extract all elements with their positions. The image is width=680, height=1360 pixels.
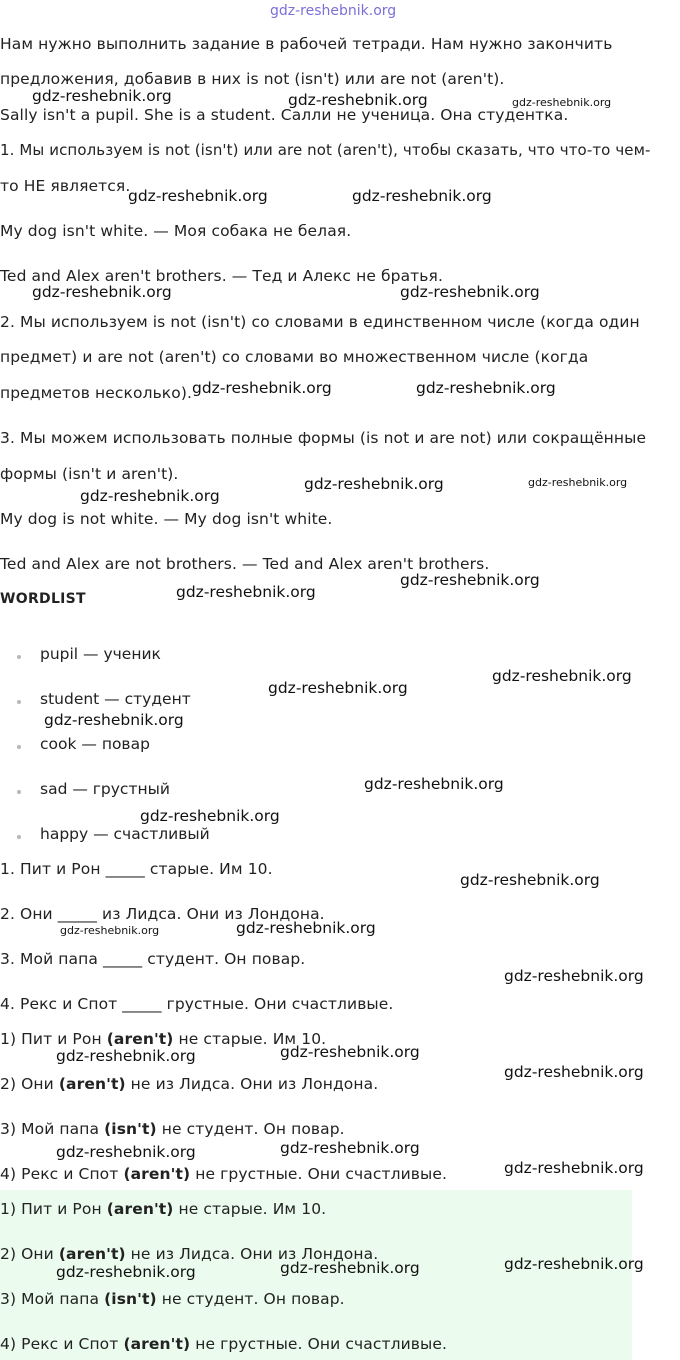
watermark: gdz-reshebnik.org <box>56 1143 196 1161</box>
answer-bold: (aren't) <box>123 1335 191 1353</box>
answer-text: не из Лидса. Они из Лондона. <box>125 1245 379 1263</box>
watermark: gdz-reshebnik.org <box>60 924 160 937</box>
answer-bold: (aren't) <box>123 1165 191 1183</box>
answer-line <box>0 1075 378 1093</box>
watermark: gdz-reshebnik.org <box>56 1263 196 1281</box>
exercise-line: 1. Пит и Рон _____ старые. Им 10. <box>0 860 273 878</box>
wordlist-item: happy — счастливый <box>40 825 210 843</box>
bullet-icon <box>17 655 21 659</box>
watermark: gdz-reshebnik.org <box>280 1259 420 1277</box>
intro-line: Нам нужно выполнить задание в рабочей тетради. Нам нужно закончить <box>0 35 613 53</box>
wordlist-item: pupil — ученик <box>40 645 161 663</box>
answer-text: 4) Рекс и Спот <box>0 1165 124 1183</box>
intro-line: 3. Мы можем использовать полные формы (is not и are not) или сокращённые <box>0 429 647 447</box>
intro-line: то НЕ является. <box>0 177 131 195</box>
answer-bold: (aren't) <box>58 1075 126 1093</box>
answer-text: 1) Пит и Рон <box>0 1200 107 1218</box>
watermark: gdz-reshebnik.org <box>128 187 268 205</box>
intro-line: формы (isn't и aren't). <box>0 465 179 483</box>
intro-line: предложения, добавив в них is not (isn't) или are not (aren't). <box>0 70 505 88</box>
answer-line <box>0 1290 345 1308</box>
answer-text: не грустные. Они счастливые. <box>190 1335 447 1353</box>
watermark: gdz-reshebnik.org <box>504 967 644 985</box>
answer-line <box>0 1335 447 1353</box>
watermark: gdz-reshebnik.org <box>504 1159 644 1177</box>
watermark: gdz-reshebnik.org <box>140 807 280 825</box>
watermark: gdz-reshebnik.org <box>268 679 408 697</box>
exercise-line: 4. Рекс и Спот _____ грустные. Они счастливые. <box>0 995 394 1013</box>
intro-line: 1. Мы используем is not (isn't) или are not (aren't), чтобы сказать, что что-то чем- <box>0 141 651 159</box>
intro-line: Sally isn't a pupil. She is a student. Салли не ученица. Она студентка. <box>0 106 569 124</box>
watermark: gdz-reshebnik.org <box>504 1063 644 1081</box>
answer-line <box>0 1200 326 1218</box>
answer-text: не старые. Им 10. <box>173 1200 327 1218</box>
exercise-line: 3. Мой папа _____ студент. Он повар. <box>0 950 306 968</box>
wordlist-heading: WORDLIST <box>0 591 86 607</box>
answer-line <box>0 1165 447 1183</box>
answer-text: не грустные. Они счастливые. <box>190 1165 447 1183</box>
intro-line: My dog is not white. — My dog isn't white. <box>0 510 333 528</box>
watermark: gdz-reshebnik.org <box>280 1139 420 1157</box>
answer-text: 3) Мой папа <box>0 1120 105 1138</box>
intro-line: Ted and Alex are not brothers. — Ted and Alex aren't brothers. <box>0 555 490 573</box>
intro-line: 2. Мы используем is not (isn't) со словами в единственном числе (когда один <box>0 313 640 331</box>
watermark: gdz-reshebnik.org <box>288 91 428 109</box>
watermark-top: gdz-reshebnik.org <box>270 3 397 19</box>
watermark: gdz-reshebnik.org <box>192 379 332 397</box>
intro-line: Ted and Alex aren't brothers. — Тед и Алекс не братья. <box>0 267 443 285</box>
answer-bold: (aren't) <box>106 1200 174 1218</box>
watermark: gdz-reshebnik.org <box>400 283 540 301</box>
bullet-icon <box>17 745 21 749</box>
exercise-line: 2. Они _____ из Лидса. Они из Лондона. <box>0 905 325 923</box>
watermark: gdz-reshebnik.org <box>416 379 556 397</box>
watermark: gdz-reshebnik.org <box>364 775 504 793</box>
answer-text: 4) Рекс и Спот <box>0 1335 124 1353</box>
answer-text: не студент. Он повар. <box>156 1290 345 1308</box>
watermark: gdz-reshebnik.org <box>352 187 492 205</box>
watermark: gdz-reshebnik.org <box>460 871 600 889</box>
watermark: gdz-reshebnik.org <box>400 571 540 589</box>
watermark: gdz-reshebnik.org <box>32 87 172 105</box>
answer-bold: (isn't) <box>104 1290 157 1308</box>
answer-text: 1) Пит и Рон <box>0 1030 107 1048</box>
answer-line <box>0 1120 345 1138</box>
watermark: gdz-reshebnik.org <box>80 487 220 505</box>
bullet-icon <box>17 835 21 839</box>
watermark: gdz-reshebnik.org <box>236 919 376 937</box>
watermark: gdz-reshebnik.org <box>44 711 184 729</box>
watermark: gdz-reshebnik.org <box>176 583 316 601</box>
watermark: gdz-reshebnik.org <box>56 1047 196 1065</box>
watermark: gdz-reshebnik.org <box>504 1255 644 1273</box>
answer-text: не старые. Им 10. <box>173 1030 327 1048</box>
intro-line: предметов несколько). <box>0 384 193 402</box>
wordlist-item: cook — повар <box>40 735 150 753</box>
answer-bold: (aren't) <box>106 1030 174 1048</box>
bullet-icon <box>17 700 21 704</box>
answer-text: не из Лидса. Они из Лондона. <box>125 1075 379 1093</box>
watermark: gdz-reshebnik.org <box>528 476 628 489</box>
answer-text: 2) Они <box>0 1245 59 1263</box>
wordlist-item: sad — грустный <box>40 780 170 798</box>
watermark: gdz-reshebnik.org <box>280 1043 420 1061</box>
answer-text: 2) Они <box>0 1075 59 1093</box>
watermark: gdz-reshebnik.org <box>492 667 632 685</box>
watermark: gdz-reshebnik.org <box>304 475 444 493</box>
watermark: gdz-reshebnik.org <box>32 283 172 301</box>
answer-text: не студент. Он повар. <box>156 1120 345 1138</box>
bullet-icon <box>17 790 21 794</box>
intro-line: предмет) и are not (aren't) со словами во множественном числе (когда <box>0 348 589 366</box>
answer-text: 3) Мой папа <box>0 1290 105 1308</box>
intro-line: My dog isn't white. — Моя собака не белая. <box>0 222 352 240</box>
wordlist-item: student — студент <box>40 690 191 708</box>
watermark: gdz-reshebnik.org <box>512 96 612 109</box>
answer-bold: (isn't) <box>104 1120 157 1138</box>
answer-line <box>0 1030 326 1048</box>
answer-bold: (aren't) <box>58 1245 126 1263</box>
